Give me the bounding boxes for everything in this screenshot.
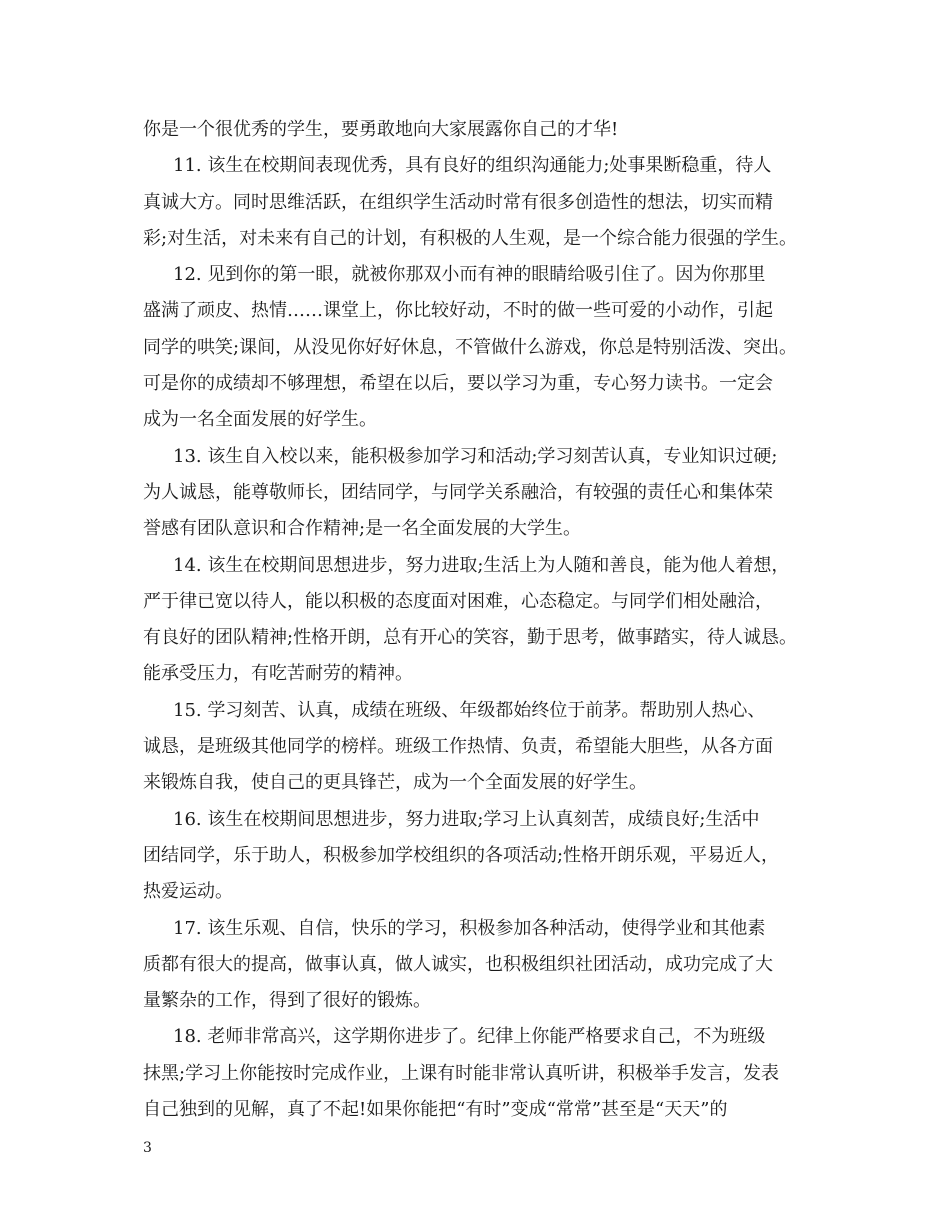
text-line: 誉感有团队意识和合作精神;是一名全面发展的大学生。 (143, 518, 582, 540)
text-line: 同学的哄笑;课间，从没见你好好休息，不管做什么游戏，你总是特别活泼、突出。 (143, 336, 798, 358)
text-line: 能承受压力，有吃苦耐劳的精神。 (143, 663, 413, 685)
text-line: 可是你的成绩却不够理想，希望在以后，要以学习为重，专心努力读书。一定会 (143, 373, 773, 395)
text-line: 热爱运动。 (143, 881, 233, 903)
text-line: 自己独到的见解，真了不起!如果你能把“有时”变成“常常”甚至是“天天”的 (143, 1099, 728, 1121)
text-line: 为人诚恳，能尊敬师长，团结同学，与同学关系融洽，有较强的责任心和集体荣 (143, 481, 773, 503)
text-line: 抹黑;学习上你能按时完成作业，上课有时能非常认真听讲，积极举手发言，发表 (143, 1062, 780, 1084)
text-line: 成为一名全面发展的好学生。 (143, 409, 377, 431)
comment-item-14: 14. 该生在校期间思想进步，努力进取;生活上为人随和善良，能为他人着想， (173, 554, 790, 576)
text-line: 团结同学，乐于助人，积极参加学校组织的各项活动;性格开朗乐观，平易近人， (143, 844, 780, 866)
comment-item-11: 11. 该生在校期间表现优秀，具有良好的组织沟通能力;处事果断稳重，待人 (173, 155, 772, 177)
comment-item-18: 18. 老师非常高兴，这学期你进步了。纪律上你能严格要求自己，不为班级 (173, 1026, 766, 1048)
comment-item-17: 17. 该生乐观、自信，快乐的学习，积极参加各种活动，使得学业和其他素 (173, 917, 766, 939)
text-line: 质都有很大的提高，做事认真，做人诚实，也积极组织社团活动，成功完成了大 (143, 953, 773, 975)
text-line: 量繁杂的工作，得到了很好的锻炼。 (143, 990, 431, 1012)
text-line: 你是一个很优秀的学生，要勇敢地向大家展露你自己的才华! (143, 119, 619, 140)
page-number: 3 (143, 1140, 152, 1156)
comment-item-13: 13. 该生自入校以来，能积极参加学习和活动;学习刻苦认真，专业知识过硬; (173, 445, 778, 467)
text-line: 彩;对生活，对未来有自己的计划，有积极的人生观，是一个综合能力很强的学生。 (143, 227, 798, 249)
document-body (143, 115, 813, 1131)
text-line: 真诚大方。同时思维活跃，在组织学生活动时常有很多创造性的想法，切实而精 (143, 191, 773, 213)
comment-item-12: 12. 见到你的第一眼，就被你那双小而有神的眼睛给吸引住了。因为你那里 (173, 264, 766, 286)
text-line: 有良好的团队精神;性格开朗，总有开心的笑容，勤于思考，做事踏实，待人诚恳。 (143, 627, 798, 649)
text-line: 诚恳，是班级其他同学的榜样。班级工作热情、负责，希望能大胆些，从各方面 (143, 736, 773, 758)
comment-item-16: 16. 该生在校期间思想进步，努力进取;学习上认真刻苦，成绩良好;生活中 (173, 808, 760, 830)
text-line: 来锻炼自我，使自己的更具锋芒，成为一个全面发展的好学生。 (143, 772, 647, 794)
text-line: 严于律已宽以待人，能以积极的态度面对困难，心态稳定。与同学们相处融洽， (143, 590, 773, 612)
text-line: 盛满了顽皮、热情……课堂上，你比较好动，不时的做一些可爱的小动作，引起 (143, 300, 773, 322)
comment-item-15: 15. 学习刻苦、认真，成绩在班级、年级都始终位于前茅。帮助别人热心、 (173, 699, 766, 721)
